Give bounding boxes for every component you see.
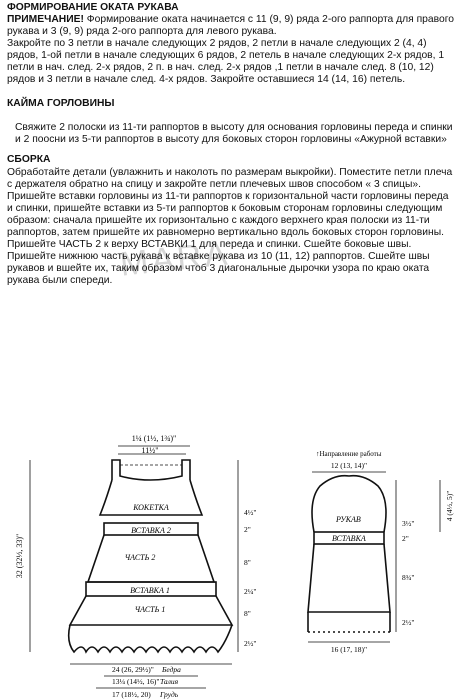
sleeve-body [308, 544, 390, 612]
instructions-text [7, 2, 457, 287]
dress-ruffle [69, 625, 232, 652]
note-text: Формирование оката начинается с 11 (9, 9) ряда 2-ого раппорта для правого рукава и 3 (9, 9) ряда 2-ого раппорта для левого рукава. [7, 14, 454, 38]
work-direction: ↑Направление работы [316, 450, 382, 458]
sleeve-dimension-lines [308, 480, 440, 642]
sleeve-dim-2: 2" [402, 534, 409, 543]
sleeve-dim-3: 8¾" [402, 573, 415, 582]
label-kokеtka: КОКЕТКА [133, 503, 169, 512]
dress-hip-label: Бедра [162, 665, 181, 674]
label-sleeve: РУКАВ [336, 515, 361, 524]
dress-right-dim-4: 2¼" [244, 587, 257, 596]
watermark: MARA [118, 234, 232, 284]
neckband-body: Свяжите 2 полоски из 11-ти раппортов в высоту для основания горловины переда и спинки и 2 поосни из 5-ти раппортов в высоту для боковых сторон горловины «Ажурной вставки» [15, 122, 453, 146]
sleeve-bottom-width: 16 (17, 18)" [330, 645, 368, 654]
sleeve-cap-body: Закройте по 3 петли в начале следующих 2 рядов, 2 петли в начале следующих 2 (4, 4) рядов, 1-ой петли в начале следующих 6 рядов, 2 петель в начале следующих 2-х рядов, 1 петли в нач. след. 2-х рядов, 2 п. в нач. след. 2-х рядов ,1 петли в начале след. 8 (10, 12) рядов и 3 петли в начале след. 4-х рядов. Закройте оставшиеся 14 (14, 16) петель. [7, 38, 445, 86]
dress-waist-label: Талия [160, 677, 179, 686]
dress-left-height: 32 (32½, 33)" [15, 533, 24, 579]
neckband-heading: КАЙМА ГОРЛОВИНЫ [7, 98, 115, 110]
sleeve-top-width: 12 (13, 14)" [330, 461, 368, 470]
dress-right-dim-3: 8" [244, 558, 251, 567]
dress-right-dim-6: 2½" [244, 639, 257, 648]
dress-hip-width: 24 (26, 29½)" [112, 665, 154, 674]
note-label: ПРИМЕЧАНИЕ! [7, 14, 84, 26]
sleeve-cap-heading: ФОРМИРОВАНИЕ ОКАТА РУКАВА [7, 2, 179, 13]
dress-right-dim-1: 4½" [244, 508, 257, 517]
dress-bust-label: Грудь [160, 690, 179, 699]
sleeve-cap-note [7, 14, 457, 38]
assembly-body: Обработайте детали (увлажнить и наколоть по размерам выкройки). Поместите петли плеча с держателя обратно на спицу и закройте петли плечевых швов способом « 3 спицы». Пришейте вставки горловины из 11-ти раппортов к горизонтальной части горловины переда и спинки, пришейте вставки из 5-ти раппортов к боковым сторонам горловины следующим образом: сначала пришейте их горизонтально с каждого верхнего края полоски из 11-ти раппортов, затем пришейте их равномерно вертикально вдоль боковых сторон горловины. Пришейте ЧАСТЬ 2 к верху ВСТАВКИ 1 для переда и спинки. Сшейте боковые швы. Пришейте нижнюю часть рукава к вставке рукава из 10 (11, 12) раппортов. Сшейте швы рукавов и вшейте их, таким образом чтоб 3 диагональные дырочки узора по краю оката рукава были спереди. [7, 166, 453, 286]
assembly-heading: СБОРКА [7, 154, 51, 166]
dress-neck-width: 11½" [141, 446, 159, 455]
dress-right-dim-2: 2" [244, 525, 251, 534]
sleeve-dim-1: 3½" [402, 519, 415, 528]
dress-bust-width: 17 (18½, 20) [112, 690, 151, 699]
sleeve-right-total: 4 (4½, 5)" [445, 490, 454, 522]
label-part2: ЧАСТЬ 2 [124, 553, 156, 562]
label-sleeve-insert: ВСТАВКА [332, 534, 366, 543]
sleeve-dim-4: 2½" [402, 618, 415, 627]
dress-waist-width: 13¼ (14½, 16)" [112, 677, 160, 686]
dress-right-dim-5: 8" [244, 609, 251, 618]
dress-top-width: 1¼ (1½, 1¾)" [131, 434, 177, 443]
label-insert1: ВСТАВКА 1 [130, 586, 170, 595]
dress-neckline [112, 460, 190, 480]
schematic-diagram [0, 420, 464, 700]
label-part1: ЧАСТЬ 1 [134, 605, 166, 614]
sleeve-schematic [308, 476, 390, 632]
label-insert2: ВСТАВКА 2 [131, 526, 171, 535]
